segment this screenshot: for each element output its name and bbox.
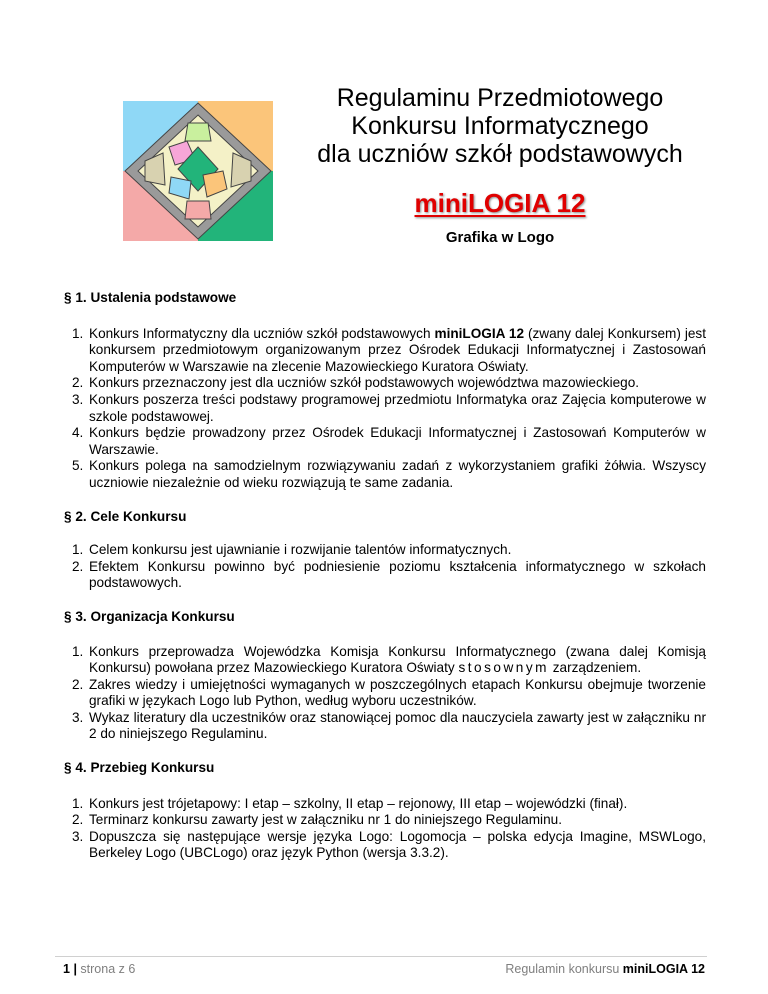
list-item <box>64 644 706 677</box>
page-number-separator: | <box>73 962 77 976</box>
footer-title-bold: miniLOGIA 12 <box>622 962 705 976</box>
item-number: 1. <box>72 795 84 811</box>
list-item <box>64 796 706 813</box>
item-number: 3. <box>72 828 84 844</box>
footer-divider <box>55 956 707 957</box>
item-text: Konkurs polega na samodzielnym rozwiązywaniu zadań z wykorzystaniem grafiki żółwia. Wszyscy uczniowie niezależnie od wieku rozwiązują te same zadania. <box>89 458 706 490</box>
list-item <box>64 458 706 491</box>
item-text: Konkurs jest trójetapowy: I etap – szkolny, II etap – rejonowy, III etap – wojewódzki (finał). <box>89 795 628 811</box>
page-number-total: strona z 6 <box>80 962 136 976</box>
logo-tile-top <box>185 123 211 141</box>
item-number: 1. <box>72 643 84 659</box>
item-number: 4. <box>72 425 84 441</box>
item-text: Konkurs będzie prowadzony przez Ośrodek Edukacji Informatycznej i Zastosowań Komputerów w Warszawie. <box>89 425 706 457</box>
item-text: Konkurs przeznaczony jest dla uczniów szkół podstawowych województwa mazowieckiego. <box>89 375 640 391</box>
footer-title <box>505 962 705 976</box>
item-number: 5. <box>72 458 84 474</box>
contest-name: miniLOGIA 12 <box>414 188 586 218</box>
section-heading: § 3. Organizacja Konkursu <box>64 608 235 624</box>
item-text-bold: miniLOGIA 12 <box>434 325 525 341</box>
section-heading: § 2. Cele Konkursu <box>64 508 187 524</box>
item-text-start: Konkurs przeprowadza Wojewódzka Komisja Konkursu Informatycznego (zwana dalej Komisją Konkursu) powołana przez Mazowieckiego Kuratora Oświaty <box>89 643 706 676</box>
title-line-3: dla uczniów szkół podstawowych <box>317 140 683 168</box>
regulations-body <box>64 290 706 862</box>
list-item <box>64 375 706 392</box>
item-text: Efektem Konkursu powinno być podniesienie poziomu kształcenia informatycznego w szkołach podstawowych. <box>89 558 706 591</box>
page-number <box>63 962 135 976</box>
item-text-end: zarządzeniem. <box>548 660 642 676</box>
section-list <box>64 796 706 862</box>
section-4 <box>64 760 706 862</box>
item-text: Terminarz konkursu zawarty jest w załączniku nr 1 do niniejszego Regulaminu. <box>89 812 562 828</box>
item-number: 1. <box>72 542 84 558</box>
item-text: Wykaz literatury dla uczestników oraz stanowiącej pomoc dla nauczyciela zawarty jest w załączniku nr 2 do niniejszego Regulaminu. <box>89 709 706 742</box>
list-item <box>64 677 706 710</box>
item-number: 3. <box>72 709 84 725</box>
contest-subtitle: Grafika w Logo <box>445 229 555 246</box>
item-number: 2. <box>72 812 84 828</box>
section-list <box>64 644 706 744</box>
list-item <box>64 326 706 376</box>
item-text-spaced: stosownym <box>458 660 549 676</box>
title-line-2: Konkursu Informatycznego <box>351 112 649 140</box>
title-line-1: Regulaminu Przedmiotowego <box>336 84 664 112</box>
item-text: Dopuszcza się następujące wersje języka Logo: Logomocja – polska edycja Imagine, MSWLogo, Berkeley Logo (UBCLogo) oraz język Python (wersja 3.3.2). <box>89 828 706 861</box>
section-2 <box>64 509 706 592</box>
list-item <box>64 392 706 425</box>
item-number: 1. <box>72 325 84 341</box>
item-number: 2. <box>72 558 84 574</box>
item-number: 2. <box>72 676 84 692</box>
item-text-start: Konkurs Informatyczny dla uczniów szkół podstawowych <box>89 325 435 341</box>
item-number: 2. <box>72 375 84 391</box>
footer-title-text: Regulamin konkursu <box>505 962 620 976</box>
minilogia-logo <box>123 101 273 241</box>
list-item <box>64 829 706 862</box>
section-3 <box>64 609 706 743</box>
list-item <box>64 710 706 743</box>
section-heading: § 4. Przebieg Konkursu <box>64 760 215 776</box>
section-heading: § 1. Ustalenia podstawowe <box>64 290 237 305</box>
item-text: Konkurs poszerza treści podstawy programowej przedmiotu Informatyka oraz Zajęcia komputerowe w szkole podstawowej. <box>89 391 706 424</box>
list-item <box>64 812 706 829</box>
item-number: 3. <box>72 391 84 407</box>
item-text-end: (zwany dalej Konkursem) jest konkursem przedmiotowym organizowanym przez Ośrodek Edukacji Informatycznej i Zastosowań Komputerów w Warszawie na zlecenie Mazowieckiego Kuratora Oświaty. <box>89 325 706 374</box>
logo-tile-bottom <box>185 201 211 219</box>
title-block <box>300 84 700 246</box>
section-list <box>64 326 706 492</box>
item-text: Celem konkursu jest ujawnianie i rozwijanie talentów informatycznych. <box>89 542 512 558</box>
list-item <box>64 559 706 592</box>
section-1 <box>64 290 706 492</box>
list-item <box>64 425 706 458</box>
item-text: Zakres wiedzy i umiejętności wymaganych w poszczególnych etapach Konkursu obejmuje tworzenie grafiki w językach Logo lub Python, według wyboru uczestników. <box>89 676 706 709</box>
section-list <box>64 542 706 592</box>
list-item <box>64 542 706 559</box>
page-number-current: 1 <box>63 962 70 976</box>
